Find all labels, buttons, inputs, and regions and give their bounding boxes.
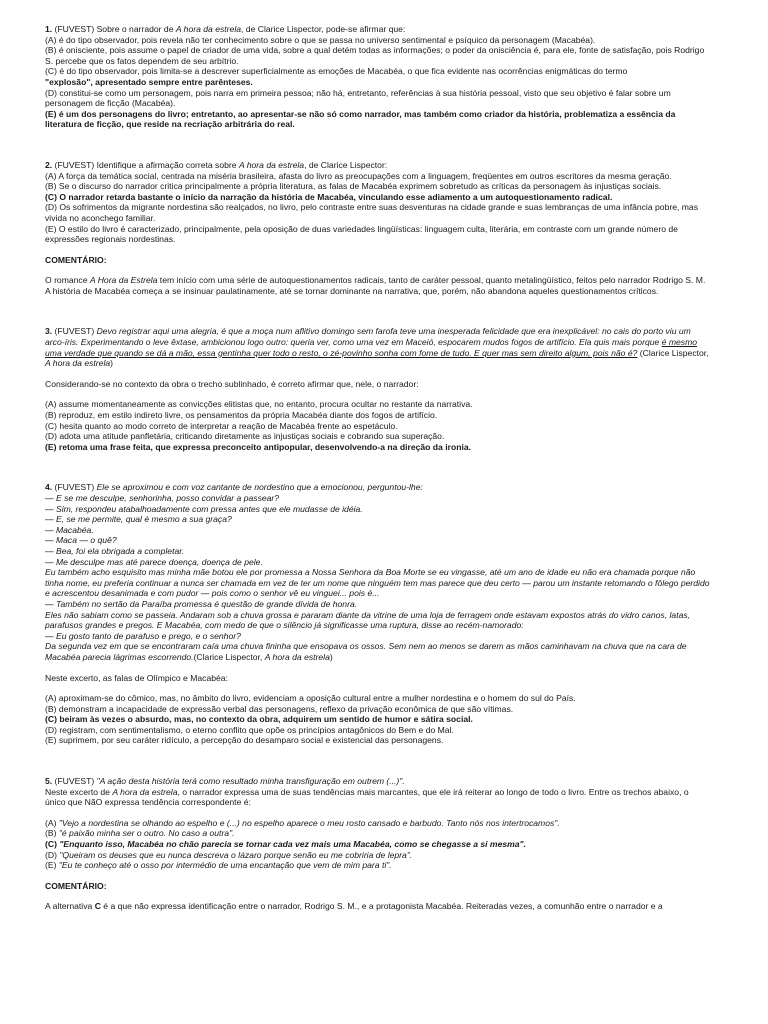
work-title: A hora da estrela xyxy=(175,24,242,34)
option-a: (A) é do tipo observador, pois revela não ter conhecimento sobre o que se passa no universo sentimental e psíquico da personagem (Macabéa). xyxy=(45,34,596,45)
option-c-correct: (C) "Enquanto isso, Macabéa no chão parecia se tornar cada vez mais uma Macabéa, como se chegasse a si mesma". xyxy=(45,839,527,850)
comment-text: A alternativa C é a que não expressa identificação entre o narrador, Rodrigo S. M., e a protagonista Macabéa. Reiteradas vezes, a comunhão entre o narrador e a xyxy=(45,901,663,912)
option-b: (B) Se o discurso do narrador critica principalmente a própria literatura, as falas de Macabéa exprimem sobretudo as críticas da personagem às injustiças sociais. xyxy=(45,181,662,192)
comment-label: COMENTÁRIO: xyxy=(45,254,107,265)
question-5-statement: 5. (FUVEST) "A ação desta história terá como resultado minha transfiguração em outrem (...)". xyxy=(45,776,405,787)
work-title: A hora da estrela xyxy=(238,159,305,170)
question-4-excerpt: 4. (FUVEST) Ele se aproximou e com voz cantante de nordestino que a emocionou, perguntou-lhe: — E se me desculpe, senhorinha, posso convidar a passear? — Sim, respondeu atabalhoadamente com pressa antes que ele mudasse de idéia. — E, se me permite, qual é mesmo a sua graça? — Macabéa. — Maca — o quê? — Bea, foi ela obrigada a completar. — Me desculpe mas até parece doença, doença de pele. Eu também acho esquisito mas minha mãe botou ele por promessa a Nossa Senhora da Boa Morte se eu vingasse, até um ano de idade eu não era chamada porque não tinha nome, eu preferia continuar a nunca ser chamada em vez de ter um nome que ninguém tem mas parece que deu certo — parou um instante retomando o fôlego perdido e acrescentou desanimada e com pudor — pois como o senhor vê eu vinguei... pois é... — Também no sertão da Paraíba promessa é questão de grande dívida de honra. Eles não sabiam como se passeia. Andaram sob a chuva grossa e pararam diante da vitrine de uma loja de ferragem onde estavam expostos atrás do vidro canos, latas, parafusos grandes e pregos. E Macabéa, com medo de que o silêncio já significasse uma ruptura, disse ao recém-namorado: — Eu gosto tanto de parafuso e prego, e o senhor? Da segunda vez em que se encontraram caía uma chuva fininha que ensopava os ossos. Sem nem ao menos se darem as mãos caminhavam na chuva que na cara de Macabéa parecia lágrimas escorrendo.(Clarice Lispector, A hora da estrela) xyxy=(45,482,710,662)
comment-label: COMENTÁRIO: xyxy=(45,880,107,891)
question-3 xyxy=(45,326,710,452)
option-b: (B) demonstram a incapacidade de expressão verbal das personagens, reflexo da privação econômica de que são vítimas. xyxy=(45,703,514,714)
question-5 xyxy=(45,776,710,912)
question-3-prompt: Considerando-se no contexto da obra o trecho sublinhado, é correto afirmar que, nele, o narrador: xyxy=(45,378,419,389)
option-c: (C) é do tipo observador, pois limita-se a descrever superficialmente as emoções de Macabéa, o que fica evidente nas ocorrências enigmáticas do termo "explosão", apresentado sempre entre parênteses. xyxy=(45,66,628,87)
question-5-intro: Neste excerto de A hora da estrela, o narrador expressa uma de suas tendências mais marcantes, que ele irá reiterar ao longo de todo o livro. Entre os trechos abaixo, o único que NãO expressa tendência correspondente é: xyxy=(45,786,689,808)
question-4-prompt: Neste excerto, as falas de Olímpico e Macabéa: xyxy=(45,672,228,683)
option-c: (C) hesita quanto ao modo correto de interpretar a reação de Macabéa frente ao espetáculo. xyxy=(45,420,398,431)
option-b: (B) "é paixão minha ser o outro. No caso a outra". xyxy=(45,828,235,839)
option-d: (D) Os sofrimentos da migrante nordestina são realçados, no livro, pelo contraste entre suas desventuras na cidade grande e suas lembranças de uma infância pobre, mas vivida no aconchego familiar. xyxy=(45,202,698,223)
option-a: (A) A força da temática social, centrada na miséria brasileira, afasta do livro as preocupações com a linguagem, freqüentes em outros escritores da mesma geração. xyxy=(45,170,672,181)
option-e: (E) O estilo do livro é caracterizado, principalmente, pela oposição de duas variedades lingüísticas: linguagem culta, literária, em contraste com um grande número de expressões regionais nordestinas. xyxy=(45,223,678,245)
question-2-statement: 2. (FUVEST) Identifique a afirmação correta sobre A hora da estrela, de Clarice Lispector: xyxy=(45,159,388,170)
option-b: (B) é onisciente, pois assume o papel de criador de uma vida, sobre a qual detém todas as informações; o poder da onisciência é, para ele, fonte de satisfação, pois Rodrigo S. percebe que os fatos dependem de seu arbítrio. xyxy=(45,45,705,66)
question-1-statement: 1. (FUVEST) Sobre o narrador de A hora da estrela, de Clarice Lispector, pode-se afirmar que: xyxy=(45,24,406,34)
question-number: 1. xyxy=(45,24,53,34)
option-a: (A) aproximam-se do cômico, mas, no âmbito do livro, evidenciam a oposição cultural entre a mulher nordestina e o homem do sul do País. xyxy=(45,693,576,704)
question-4 xyxy=(45,482,710,746)
option-e: (E) suprimem, por seu caráter ridículo, a percepção do desamparo social e existencial das personagens. xyxy=(45,735,444,746)
question-3-statement: 3. (FUVEST) Devo registrar aqui uma alegria, é que a moça num aflitivo domingo sem farofa teve uma inesperada felicidade que era inexplicável: no cais do porto viu um arco-íris. Experimentando o leve êxtase, ambicionou logo outro: queria ver, como uma vez em Maceió, espocarem mudos fogos de artifício. Ela quis mais porque é mesmo uma verdade que quando se dá a mão, essa gentinha quer todo o resto, o zé-povinho sonha com fome de tudo. E quer mas sem direito algum, pois não é? (Clarice Lispector, A hora da estrela) xyxy=(45,326,709,369)
option-d: (D) "Queiram os deuses que eu nunca descreva o lázaro porque senão eu me cobriria de lepra". xyxy=(45,849,413,860)
option-e: (E) "Eu te conheço até o osso por intermédio de uma encantação que vem de mim para ti". xyxy=(45,860,392,871)
option-e-correct: (E) retoma uma frase feita, que expressa preconceito antipopular, desenvolvendo-a na direção da ironia. xyxy=(45,441,471,452)
option-d: (D) registram, com sentimentalismo, o eterno conflito que opõe os princípios antagônicos do Bem e do Mal. xyxy=(45,724,454,735)
option-a: (A) "Vejo a nordestina se olhando ao espelho e (...) no espelho aparece o meu rosto cansado e barbudo. Tanto nós nos intertrocamos". xyxy=(45,817,560,828)
option-e-correct: (E) é um dos personagens do livro; entretanto, ao apresentar-se não só como narrador, mas também como criador da história, problematiza a essência da literatura de ficção, que reside na recriação arbitrária do real. xyxy=(45,108,676,130)
option-d: (D) adota uma atitude panfletária, criticando diretamente as injustiças sociais e cobrando sua superação. xyxy=(45,431,445,442)
question-number: 2. xyxy=(45,159,53,170)
question-1 xyxy=(45,24,710,130)
option-c-correct: (C) beiram às vezes o absurdo, mas, no contexto da obra, adquirem um sentido de humor e sátira social. xyxy=(45,714,473,725)
quoted-excerpt: Devo registrar aqui uma alegria, é que a moça num aflitivo domingo sem farofa teve uma inesperada felicidade que era inexplicável: no cais do porto viu um arco-íris. Experimentando o leve êxtase, ambicionou logo outro: queria ver, como uma vez em Maceió, espocarem mudos fogos de artifício. Ela quis mais porque xyxy=(45,326,691,348)
comment-text: O romance A Hora da Estrela tem início com uma série de autoquestionamentos radicais, tanto de caráter pessoal, quanto metalingüístico, feitos pelo narrador Rodrigo S. M. A história de Macabéa começa a se insinuar paulatinamente, até se tornar dominante na narrativa, que, porém, não abandona aqueles questionamentos críticos. xyxy=(45,275,706,296)
option-b: (B) reproduz, em estilo indireto livre, os pensamentos da própria Macabéa diante dos fogos de artifício. xyxy=(45,410,438,421)
document-page xyxy=(45,24,710,912)
quoted-excerpt: "A ação desta história terá como resultado minha transfiguração em outrem (...)". xyxy=(96,776,405,787)
option-c-correct: (C) O narrador retarda bastante o início da narração da história de Macabéa, vinculando esse adiamento a um autoquestionamento radical. xyxy=(45,191,613,202)
underlined-excerpt: é mesmo uma verdade que quando se dá a mão, essa gentinha quer todo o resto, o zé-povinho sonha com fome de tudo. E quer mas sem direito algum, pois não é? xyxy=(45,337,698,358)
question-number: 4. xyxy=(45,482,53,493)
question-number: 3. xyxy=(45,326,53,337)
question-2 xyxy=(45,160,710,297)
question-number: 5. xyxy=(45,776,53,787)
option-a: (A) assume momentaneamente as convicções elitistas que, no entanto, procura ocultar no restante da narrativa. xyxy=(45,399,473,410)
option-d: (D) constitui-se como um personagem, pois narra em primeira pessoa; não há, entretanto, referências à sua história pessoal, visto que seu objetivo é falar sobre um personagem de ficção (Macabéa). xyxy=(45,87,671,109)
